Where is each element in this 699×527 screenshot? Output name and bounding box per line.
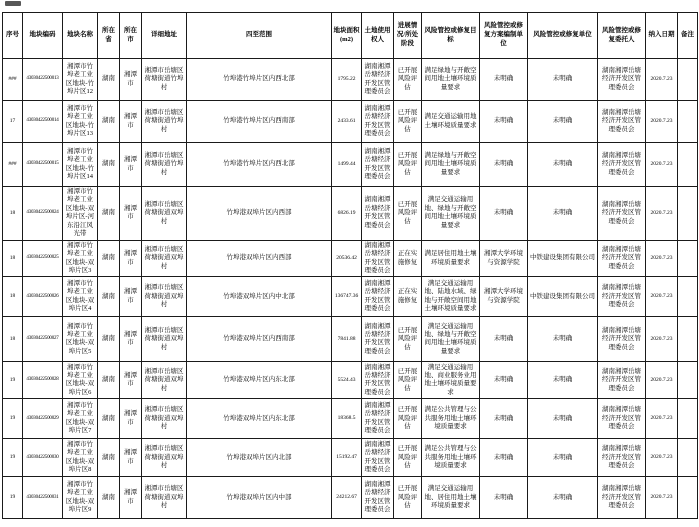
column-header-wt: 风险管控或修复委托人 <box>598 13 646 59</box>
cell-qr: 湖南湘潭岳塘经济开发区管理委员会 <box>362 240 394 277</box>
cell-sheng: 湖南 <box>98 399 120 439</box>
table-row <box>3 439 698 477</box>
cell-jz: 已开展风险评估 <box>394 477 422 519</box>
cell-dw: 未明确 <box>528 439 598 477</box>
cell-bz <box>678 277 698 317</box>
cell-wt: 湖南湘潭岳塘经济开发区管理委员会 <box>598 399 646 439</box>
cell-bm: 43030422500028 <box>23 362 63 399</box>
cell-wt: 湖南湘潭岳塘经济开发区管理委员会 <box>598 240 646 277</box>
cell-fa: 未明确 <box>480 317 528 362</box>
cell-qr: 湖南湘潭岳塘经济开发区管理委员会 <box>362 477 394 519</box>
cell-jz: 已开展风险评估 <box>394 362 422 399</box>
cell-xh: 18 <box>3 187 23 241</box>
cell-dw: 未明确 <box>528 399 598 439</box>
cell-dz: 湘潭市岳塘区荷塘街道竹埠村 <box>142 143 187 187</box>
cell-xh: 19 <box>3 477 23 519</box>
cell-xh: 19 <box>3 439 23 477</box>
cell-fa: 未明确 <box>480 59 528 101</box>
cell-mb: 满足公共管理与公共服务用地土壤环境质量要求 <box>422 399 480 439</box>
cell-bm: 43030422500013 <box>23 59 63 101</box>
cell-jz: 已开展风险评估 <box>394 187 422 241</box>
cell-sz: 竹埠港双埠片区内中北部 <box>187 277 332 317</box>
cell-mj: 136747.36 <box>332 277 362 317</box>
cell-jz: 已开展风险评估 <box>394 317 422 362</box>
cell-xh: 17 <box>3 101 23 143</box>
cell-rq: 2020.7.23 <box>646 362 678 399</box>
cell-mj: 20536.42 <box>332 240 362 277</box>
table-row <box>3 277 698 317</box>
cell-sz: 竹埠港竹埠片区内西北部 <box>187 143 332 187</box>
cell-qr: 湖南湘潭岳塘经济开发区管理委员会 <box>362 362 394 399</box>
cell-fa: 未明确 <box>480 143 528 187</box>
table-row <box>3 59 698 101</box>
cell-bm: 43030422500024 <box>23 187 63 241</box>
table-row <box>3 399 698 439</box>
cell-shi: 湘潭市 <box>120 362 142 399</box>
cell-dz: 湘潭市岳塘区荷塘街道竹埠村 <box>142 59 187 101</box>
cell-mj: 2433.61 <box>332 101 362 143</box>
cell-bz <box>678 362 698 399</box>
cell-shi: 湘潭市 <box>120 399 142 439</box>
cell-dw: 未明确 <box>528 477 598 519</box>
cell-bm: 43030422500025 <box>23 240 63 277</box>
cell-sheng: 湖南 <box>98 317 120 362</box>
cell-qr: 湖南湘潭岳塘经济开发区管理委员会 <box>362 439 394 477</box>
cell-sheng: 湖南 <box>98 187 120 241</box>
cell-mj: 7841.88 <box>332 317 362 362</box>
cell-mj: 24212.67 <box>332 477 362 519</box>
cell-rq: 2020.7.23 <box>646 59 678 101</box>
cell-bz <box>678 187 698 241</box>
cell-dz: 湘潭市岳塘区荷塘街道双埠村 <box>142 187 187 241</box>
cell-mc: 湘潭市竹埠老工业区地块-双埠片区7 <box>63 399 98 439</box>
cell-mb: 满足绿地与开敞空间用地土壤环境质量要求 <box>422 59 480 101</box>
cell-rq: 2020.7.23 <box>646 399 678 439</box>
cell-bm: 43030422500030 <box>23 439 63 477</box>
cell-fa: 湘潭大学环境与资源学院 <box>480 277 528 317</box>
cell-dw: 未明确 <box>528 101 598 143</box>
cell-jz: 已开展风险评估 <box>394 101 422 143</box>
cell-fa: 未明确 <box>480 477 528 519</box>
cell-dz: 湘潭市岳塘区荷塘街道竹埠村 <box>142 101 187 143</box>
cell-rq: 2020.7.23 <box>646 439 678 477</box>
cell-wt: 湖南湘潭岳塘经济开发区管理委员会 <box>598 143 646 187</box>
table-row <box>3 317 698 362</box>
cell-rq: 2020.7.23 <box>646 240 678 277</box>
header-row <box>3 13 698 59</box>
cell-dw: 未明确 <box>528 317 598 362</box>
cell-sz: 竹埠港双埠片区内中部 <box>187 477 332 519</box>
table-row <box>3 143 698 187</box>
column-header-sheng: 所在省 <box>98 13 120 59</box>
cell-mc: 湘潭市竹埠老工业区地块-双埠片区8 <box>63 439 98 477</box>
table-row <box>3 187 698 241</box>
column-header-xh: 序号 <box>3 13 23 59</box>
cell-fa: 未明确 <box>480 399 528 439</box>
cell-shi: 湘潭市 <box>120 101 142 143</box>
cell-jz: 已开展风险评估 <box>394 59 422 101</box>
cell-sz: 竹埠港双埠片区内东北部 <box>187 399 332 439</box>
cell-wt: 湖南湘潭岳塘经济开发区管理委员会 <box>598 59 646 101</box>
cell-bm: 43030422500031 <box>23 477 63 519</box>
cell-rq: 2020.7.23 <box>646 277 678 317</box>
cell-rq: 2020.7.23 <box>646 477 678 519</box>
cell-dw: 未明确 <box>528 187 598 241</box>
cell-mc: 湘潭市竹埠老工业区地块-双埠片区9 <box>63 477 98 519</box>
cell-dw: 未明确 <box>528 143 598 187</box>
table-row <box>3 240 698 277</box>
cell-qr: 湖南湘潭岳塘经济开发区管理委员会 <box>362 59 394 101</box>
cell-xh: 18 <box>3 240 23 277</box>
column-header-sz: 四至范围 <box>187 13 332 59</box>
scan-artifact-mark <box>5 1 21 6</box>
cell-mb: 满足交通运输用地、居住用地土壤环境质量要求 <box>422 477 480 519</box>
cell-fa: 未明确 <box>480 439 528 477</box>
table-row <box>3 362 698 399</box>
cell-qr: 湖南湘潭岳塘经济开发区管理委员会 <box>362 101 394 143</box>
cell-qr: 湖南湘潭岳塘经济开发区管理委员会 <box>362 187 394 241</box>
column-header-dz: 详细地址 <box>142 13 187 59</box>
cell-fa: 未明确 <box>480 101 528 143</box>
cell-mb: 满足交通运输用地、绿地与开敞空间用地土壤环境质量要求 <box>422 317 480 362</box>
cell-wt: 湖南湘潭岳塘经济开发区管理委员会 <box>598 317 646 362</box>
cell-dz: 湘潭市岳塘区荷塘街道双埠村 <box>142 399 187 439</box>
table-body <box>3 59 698 519</box>
cell-xh: ### <box>3 143 23 187</box>
table-row <box>3 101 698 143</box>
cell-sheng: 湖南 <box>98 240 120 277</box>
cell-xh: 18 <box>3 277 23 317</box>
cell-mc: 湘潭市竹埠老工业区地块-双埠片区-河东沿江风光带 <box>63 187 98 241</box>
cell-qr: 湖南湘潭岳塘经济开发区管理委员会 <box>362 399 394 439</box>
cell-bz <box>678 240 698 277</box>
cell-mc: 湘潭市竹埠老工业区地块-双埠片区4 <box>63 277 98 317</box>
cell-dz: 湘潭市岳塘区荷塘街道双埠村 <box>142 362 187 399</box>
cell-wt: 湖南湘潭岳塘经济开发区管理委员会 <box>598 362 646 399</box>
cell-sz: 竹埠港双埠片区内北部 <box>187 439 332 477</box>
column-header-qr: 土地使用权人 <box>362 13 394 59</box>
cell-jz: 已开展风险评估 <box>394 399 422 439</box>
cell-qr: 湖南湘潭岳塘经济开发区管理委员会 <box>362 277 394 317</box>
column-header-bm: 地块编码 <box>23 13 63 59</box>
cell-bz <box>678 477 698 519</box>
cell-bz <box>678 59 698 101</box>
cell-dz: 湘潭市岳塘区荷塘街道双埠村 <box>142 240 187 277</box>
cell-qr: 湖南湘潭岳塘经济开发区管理委员会 <box>362 317 394 362</box>
cell-shi: 湘潭市 <box>120 59 142 101</box>
cell-bm: 43030422500026 <box>23 277 63 317</box>
cell-mc: 湘潭市竹埠老工业区地块-竹埠片区12 <box>63 59 98 101</box>
cell-sheng: 湖南 <box>98 101 120 143</box>
cell-sheng: 湖南 <box>98 477 120 519</box>
cell-mc: 湘潭市竹埠老工业区地块-双埠片区5 <box>63 317 98 362</box>
column-header-mb: 风险管控或修复目标 <box>422 13 480 59</box>
cell-rq: 2020.7.23 <box>646 187 678 241</box>
cell-jz: 已开展风险评估 <box>394 439 422 477</box>
cell-sz: 竹埠港双埠片区内西部 <box>187 240 332 277</box>
cell-shi: 湘潭市 <box>120 240 142 277</box>
cell-shi: 湘潭市 <box>120 439 142 477</box>
cell-jz: 正在实施修复 <box>394 240 422 277</box>
cell-qr: 湖南湘潭岳塘经济开发区管理委员会 <box>362 143 394 187</box>
cell-dw: 中铁建设集团有限公司 <box>528 240 598 277</box>
cell-rq: 2020.7.23 <box>646 317 678 362</box>
cell-xh: 19 <box>3 399 23 439</box>
cell-sz: 竹埠港双埠片区内东北部 <box>187 362 332 399</box>
column-header-jz: 进展情况/所处阶段 <box>394 13 422 59</box>
cell-mc: 湘潭市竹埠老工业区地块-双埠片区6 <box>63 362 98 399</box>
cell-sheng: 湖南 <box>98 143 120 187</box>
cell-rq: 2020.7.23 <box>646 101 678 143</box>
column-header-bz: 备注 <box>678 13 698 59</box>
cell-fa: 湘潭大学环境与资源学院 <box>480 240 528 277</box>
cell-dz: 湘潭市岳塘区荷塘街道双埠村 <box>142 317 187 362</box>
land-parcel-risk-table <box>2 12 698 519</box>
cell-shi: 湘潭市 <box>120 477 142 519</box>
cell-jz: 已开展风险评估 <box>394 143 422 187</box>
cell-fa: 未明确 <box>480 187 528 241</box>
cell-mj: 1499.44 <box>332 143 362 187</box>
cell-mc: 湘潭市竹埠老工业区地块-竹埠片区13 <box>63 101 98 143</box>
cell-mj: 5524.43 <box>332 362 362 399</box>
cell-mb: 满足居住用地土壤环境质量要求 <box>422 240 480 277</box>
cell-shi: 湘潭市 <box>120 317 142 362</box>
cell-sheng: 湖南 <box>98 277 120 317</box>
cell-mj: 15192.47 <box>332 439 362 477</box>
cell-bm: 43030422500029 <box>23 399 63 439</box>
cell-dw: 未明确 <box>528 362 598 399</box>
cell-bm: 43030422500027 <box>23 317 63 362</box>
cell-rq: 2020.7.23 <box>646 143 678 187</box>
column-header-shi: 所在市 <box>120 13 142 59</box>
cell-sz: 竹埠港竹埠片区内西南部 <box>187 101 332 143</box>
cell-bm: 43030422500015 <box>23 143 63 187</box>
cell-mj: 6826.19 <box>332 187 362 241</box>
cell-mb: 满足绿地与开敞空间用地土壤环境质量要求 <box>422 143 480 187</box>
cell-wt: 湖南湘潭岳塘经济开发区管理委员会 <box>598 477 646 519</box>
cell-dz: 湘潭市岳塘区荷塘街道双埠村 <box>142 477 187 519</box>
cell-mb: 满足交通运输用地、陆地水域、绿地与开敞空间用地土壤环境质量要求 <box>422 277 480 317</box>
cell-xh: 18 <box>3 317 23 362</box>
cell-mb: 满足交通运输用地、绿地与开敞空间用地土壤环境质量要求 <box>422 187 480 241</box>
cell-sheng: 湖南 <box>98 362 120 399</box>
cell-shi: 湘潭市 <box>120 277 142 317</box>
cell-dw: 中铁建设集团有限公司 <box>528 277 598 317</box>
cell-shi: 湘潭市 <box>120 187 142 241</box>
cell-sheng: 湖南 <box>98 59 120 101</box>
cell-wt: 湖南湘潭岳塘经济开发区管理委员会 <box>598 187 646 241</box>
cell-wt: 湖南湘潭岳塘经济开发区管理委员会 <box>598 101 646 143</box>
cell-bz <box>678 439 698 477</box>
cell-mc: 湘潭市竹埠老工业区地块-双埠片区3 <box>63 240 98 277</box>
cell-jz: 正在实施修复 <box>394 277 422 317</box>
cell-bz <box>678 143 698 187</box>
cell-mj: 1795.22 <box>332 59 362 101</box>
cell-dw: 未明确 <box>528 59 598 101</box>
cell-xh: 19 <box>3 362 23 399</box>
cell-sz: 竹埠港双埠片区内西部 <box>187 187 332 241</box>
cell-dz: 湘潭市岳塘区荷塘街道双埠村 <box>142 277 187 317</box>
table-row <box>3 477 698 519</box>
cell-mb: 满足交通运输用地土壤环境质量要求 <box>422 101 480 143</box>
cell-sheng: 湖南 <box>98 439 120 477</box>
column-header-mc: 地块名称 <box>63 13 98 59</box>
cell-fa: 未明确 <box>480 362 528 399</box>
cell-mc: 湘潭市竹埠老工业区地块-竹埠片区14 <box>63 143 98 187</box>
column-header-fa: 风险管控或修复方案编制单位 <box>480 13 528 59</box>
cell-bz <box>678 101 698 143</box>
cell-bz <box>678 399 698 439</box>
column-header-dw: 风险管控或修复单位 <box>528 13 598 59</box>
cell-sz: 竹埠港竹埠片区内西北部 <box>187 59 332 101</box>
cell-dz: 湘潭市岳塘区荷塘街道双埠村 <box>142 439 187 477</box>
cell-shi: 湘潭市 <box>120 143 142 187</box>
cell-mb: 满足交通运输用地、商业服务业用地土壤环境质量要求 <box>422 362 480 399</box>
cell-sz: 竹埠港双埠片区内西南部 <box>187 317 332 362</box>
cell-xh: ### <box>3 59 23 101</box>
column-header-rq: 纳入日期 <box>646 13 678 59</box>
cell-mb: 满足公共管理与公共服务用地土壤环境质量要求 <box>422 439 480 477</box>
cell-wt: 湖南湘潭岳塘经济开发区管理委员会 <box>598 277 646 317</box>
cell-bm: 43030422500014 <box>23 101 63 143</box>
cell-bz <box>678 317 698 362</box>
column-header-mj: 地块面积(m2) <box>332 13 362 59</box>
cell-mj: 18368.5 <box>332 399 362 439</box>
cell-wt: 湖南湘潭岳塘经济开发区管理委员会 <box>598 439 646 477</box>
land-parcel-risk-table-sheet <box>2 12 697 519</box>
